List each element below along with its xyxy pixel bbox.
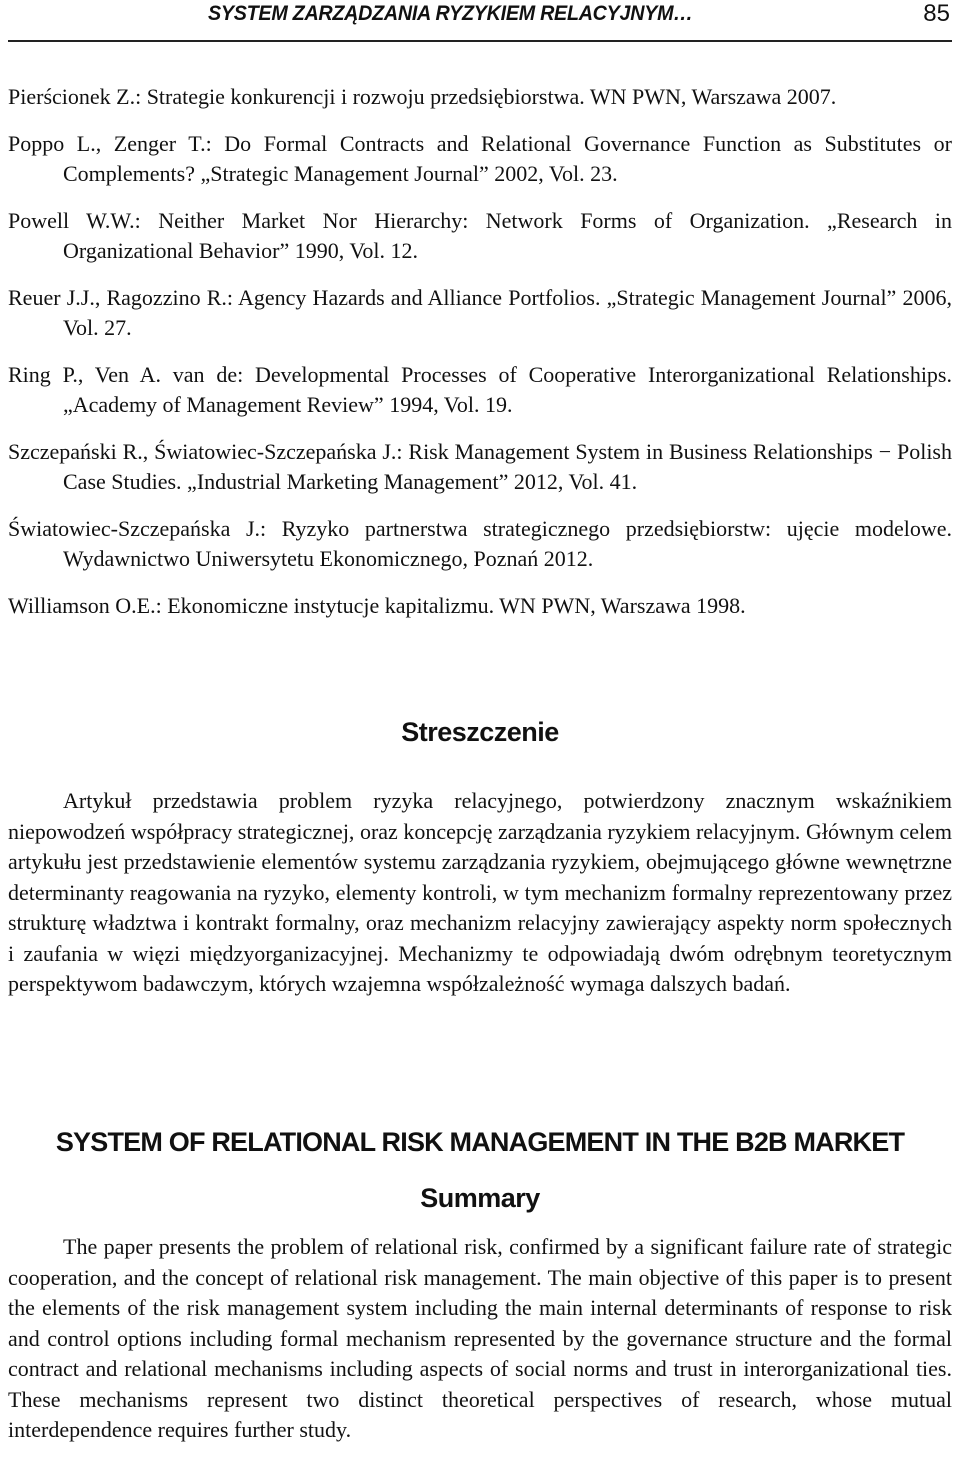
summary-heading: Summary (420, 1183, 540, 1213)
reference-item: Williamson O.E.: Ekonomiczne instytucje kapitalizmu. WN PWN, Warszawa 1998. (8, 592, 746, 618)
streszczenie-heading: Streszczenie (401, 717, 559, 747)
reference-item: Poppo L., Zenger T.: Do Formal Contracts and Relational Governance Function as Substitutes or Complements? „Strategic Management Journal” 2002, Vol. 23. (8, 130, 952, 186)
reference-list (8, 82, 952, 637)
running-title: SYSTEM ZARZĄDZANIA RYZYKIEM RELACYJNYM… (208, 2, 693, 25)
summary-text: The paper presents the problem of relational risk, confirmed by a significant failure rate of strategic cooperation, and the concept of relational risk management. The main objective of this paper is to present the elements of the risk management system including the main internal determinants of response to risk and control options including formal mechanism represented by the governance structure and the formal contract and relational mechanisms including aspects of social norms and trust in interorganizational ties. These mechanisms represent two distinct theoretical perspectives of research, whose mutual interdependence requires further study. (8, 1234, 952, 1442)
page-header (8, 0, 952, 42)
english-title: SYSTEM OF RELATIONAL RISK MANAGEMENT IN THE B2B MARKET (55, 1127, 905, 1157)
reference-item: Pierścionek Z.: Strategie konkurencji i rozwoju przedsiębiorstwa. WN PWN, Warszawa 2007. (8, 84, 837, 109)
page-number: 85 (923, 0, 950, 27)
reference-item: Powell W.W.: Neither Market Nor Hierarchy: Network Forms of Organization. „Research in Organizational Behavior” 1990, Vol. 12. (8, 207, 952, 263)
reference-item: Ring P., Ven A. van de: Developmental Processes of Cooperative Interorganizational Relationships. „Academy of Management Review” 1994, Vol. 19. (8, 361, 952, 417)
streszczenie-text: Artykuł przedstawia problem ryzyka relacyjnego, potwierdzony znacznym wskaźnikiem niepowodzeń współpracy strategicznej, oraz koncepcję zarządzania ryzykiem relacyjnym. Głównym celem artykułu jest przedstawienie elementów systemu zarządzania ryzykiem, obejmującego główne wewnętrzne determinanty reagowania na ryzyko, elementy kontroli, w tym mechanizm formalny reprezentowany przez strukturę władztwa i kontrakt formalny, oraz mechanizm relacyjny zawierający aspekty norm społecznych i zaufania w więzi międzyorganizacyjnej. Mechanizmy te odpowiadają dwóm odrębnym teoretycznym perspektywom badawczym, których wzajemna współzależność wymaga dalszych badań. (8, 788, 952, 996)
reference-item: Światowiec-Szczepańska J.: Ryzyko partnerstwa strategicznego przedsiębiorstw: ujęcie modelowe. Wydawnictwo Uniwersytetu Ekonomicznego, Poznań 2012. (8, 515, 952, 571)
reference-item: Szczepański R., Światowiec-Szczepańska J.: Risk Management System in Business Relationships − Polish Case Studies. „Industrial Marketing Management” 2012, Vol. 41. (8, 438, 952, 494)
reference-item: Reuer J.J., Ragozzino R.: Agency Hazards and Alliance Portfolios. „Strategic Management Journal” 2006, Vol. 27. (8, 284, 952, 340)
